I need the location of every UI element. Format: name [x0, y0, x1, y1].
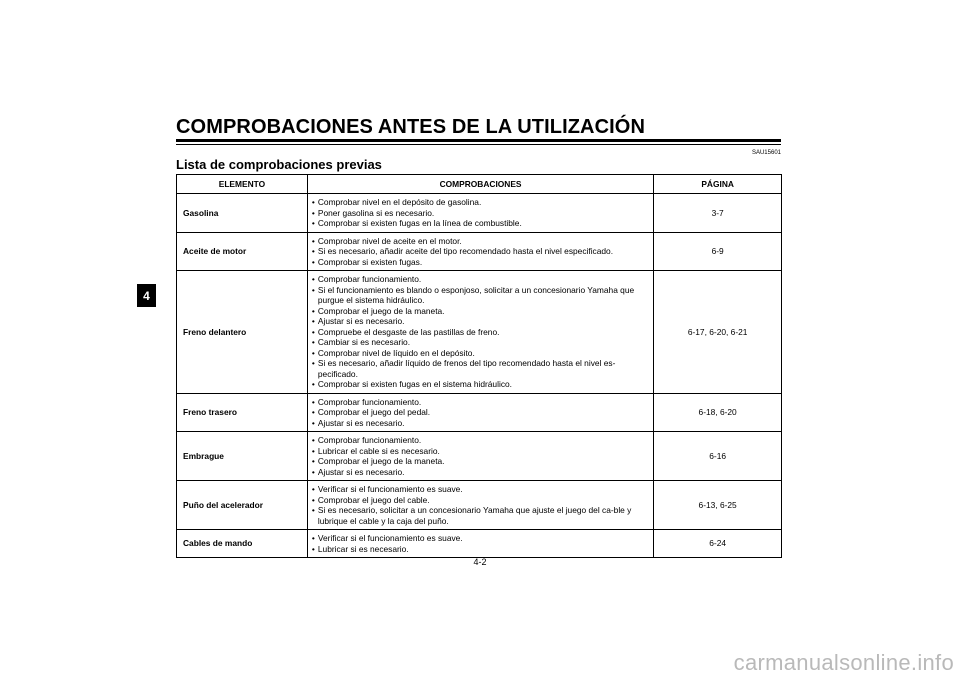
check-item-text: Verificar si el funcionamiento es suave. [317, 484, 463, 494]
row-checks [307, 530, 653, 558]
check-item [312, 484, 649, 495]
check-item-text: Verificar si el funcionamiento es suave. [317, 533, 463, 543]
chapter-tab: 4 [137, 284, 156, 307]
row-page: 6-18, 6-20 [654, 393, 782, 432]
table-row [177, 232, 782, 271]
row-checks [307, 194, 653, 233]
bullet-icon: • [311, 358, 315, 368]
table-row [177, 432, 782, 481]
check-item-text: Lubricar el cable si es necesario. [317, 445, 440, 456]
watermark: carmanualsonline.info [733, 650, 954, 675]
check-item [312, 306, 649, 317]
header-rule-thin [176, 144, 781, 145]
bullet-icon: • [311, 347, 315, 358]
check-item [312, 397, 649, 408]
bullet-icon: • [311, 256, 315, 267]
column-header-element: ELEMENTO [177, 175, 308, 194]
section-code: SAU15601 [751, 150, 781, 156]
check-item-text: Comprobar si existen fugas en el sistema hidráulico. [317, 379, 512, 389]
column-header-checks: COMPROBACIONES [307, 175, 653, 194]
check-item-text: Comprobar funcionamiento. [317, 274, 422, 284]
row-page: 6-24 [654, 530, 782, 558]
check-item-text: Compruebe el desgaste de las pastillas de freno. [317, 326, 500, 337]
check-item-text: Comprobar el juego de la maneta. [317, 305, 445, 316]
check-item-text: Comprobar funcionamiento. [317, 435, 422, 445]
table-row [177, 481, 782, 530]
row-element: Freno delantero [177, 271, 308, 394]
table-header-row [177, 175, 782, 194]
row-element: Puño del acelerador [177, 481, 308, 530]
check-item [312, 358, 649, 379]
bullet-icon: • [311, 305, 315, 316]
table-row [177, 393, 782, 432]
check-item [312, 197, 649, 208]
bullet-icon: • [311, 484, 315, 494]
row-element: Freno trasero [177, 393, 308, 432]
bullet-icon: • [311, 494, 315, 505]
bullet-icon: • [311, 407, 315, 417]
check-item-text: Si es necesario, solicitar a un concesionario Yamaha que ajuste el juego del ca-ble y lubrique el cable y la caja del puño. [317, 505, 632, 526]
table-row [177, 271, 782, 394]
bullet-icon: • [311, 235, 315, 246]
row-checks [307, 232, 653, 271]
check-item-text: Lubricar si es necesario. [317, 543, 409, 554]
row-checks [307, 432, 653, 481]
check-item [312, 285, 649, 306]
check-item-text: Comprobar el juego del cable. [317, 494, 430, 505]
section-title: Lista de comprobaciones previas [176, 157, 382, 172]
check-item [312, 467, 649, 478]
check-item [312, 327, 649, 338]
check-item [312, 544, 649, 555]
row-page: 6-13, 6-25 [654, 481, 782, 530]
check-item-text: Si el funcionamiento es blando o esponjoso, solicitar a un concesionario Yamaha que purgue el sistema hidráulico. [317, 284, 635, 305]
bullet-icon: • [311, 466, 315, 477]
row-element: Cables de mando [177, 530, 308, 558]
bullet-icon: • [311, 379, 315, 389]
row-page: 6-17, 6-20, 6-21 [654, 271, 782, 394]
row-page: 6-16 [654, 432, 782, 481]
bullet-icon: • [311, 445, 315, 456]
check-item [312, 246, 649, 257]
column-header-page: PÁGINA [654, 175, 782, 194]
bullet-icon: • [311, 337, 315, 347]
check-item [312, 218, 649, 229]
bullet-icon: • [311, 505, 315, 515]
bullet-icon: • [311, 435, 315, 445]
check-item [312, 495, 649, 506]
page-title: COMPROBACIONES ANTES DE LA UTILIZACIÓN [176, 116, 645, 138]
check-item-text: Comprobar nivel de aceite en el motor. [317, 235, 462, 246]
checklist-table [176, 174, 782, 558]
check-item [312, 208, 649, 219]
check-item-text: Comprobar el juego de la maneta. [317, 456, 445, 466]
check-item [312, 456, 649, 467]
check-item-text: Cambiar si es necesario. [317, 337, 411, 347]
check-item-text: Comprobar nivel de líquido en el depósito. [317, 347, 475, 358]
check-item-text: Ajustar si es necesario. [317, 417, 405, 428]
check-item-text: Si es necesario, añadir líquido de frenos del tipo recomendado hasta el nivel es-pecificado. [317, 358, 616, 379]
check-item-text: Ajustar si es necesario. [317, 466, 405, 477]
row-checks [307, 393, 653, 432]
bullet-icon: • [311, 326, 315, 337]
check-item-text: Comprobar el juego del pedal. [317, 407, 431, 417]
check-item [312, 316, 649, 327]
bullet-icon: • [311, 274, 315, 284]
check-item [312, 257, 649, 268]
check-item [312, 446, 649, 457]
check-item-text: Comprobar funcionamiento. [317, 396, 422, 407]
table-row [177, 194, 782, 233]
bullet-icon: • [311, 316, 315, 326]
row-checks [307, 271, 653, 394]
bullet-icon: • [311, 543, 315, 554]
bullet-icon: • [311, 533, 315, 543]
check-item [312, 418, 649, 429]
bullet-icon: • [311, 218, 315, 228]
table-body [177, 194, 782, 558]
table-row [177, 530, 782, 558]
bullet-icon: • [311, 456, 315, 466]
bullet-icon: • [311, 246, 315, 256]
check-item-text: Comprobar nivel en el depósito de gasolina. [317, 197, 482, 207]
bullet-icon: • [311, 284, 315, 295]
header-rule [176, 139, 781, 142]
check-item [312, 236, 649, 247]
page-number: 4-2 [473, 557, 487, 567]
check-item [312, 274, 649, 285]
check-item-text: Comprobar si existen fugas. [317, 256, 423, 267]
bullet-icon: • [311, 197, 315, 207]
row-page: 6-9 [654, 232, 782, 271]
check-item-text: Comprobar si existen fugas en la línea de combustible. [317, 218, 522, 228]
check-item [312, 348, 649, 359]
check-item [312, 435, 649, 446]
check-item [312, 505, 649, 526]
bullet-icon: • [311, 207, 315, 218]
row-element: Embrague [177, 432, 308, 481]
bullet-icon: • [311, 396, 315, 407]
check-item-text: Ajustar si es necesario. [317, 316, 405, 326]
check-item [312, 407, 649, 418]
row-checks [307, 481, 653, 530]
row-element: Gasolina [177, 194, 308, 233]
check-item [312, 337, 649, 348]
check-item [312, 379, 649, 390]
check-item-text: Si es necesario, añadir aceite del tipo recomendado hasta el nivel especificado. [317, 246, 614, 256]
check-item [312, 533, 649, 544]
row-element: Aceite de motor [177, 232, 308, 271]
check-item-text: Poner gasolina si es necesario. [317, 207, 435, 218]
row-page: 3-7 [654, 194, 782, 233]
bullet-icon: • [311, 417, 315, 428]
